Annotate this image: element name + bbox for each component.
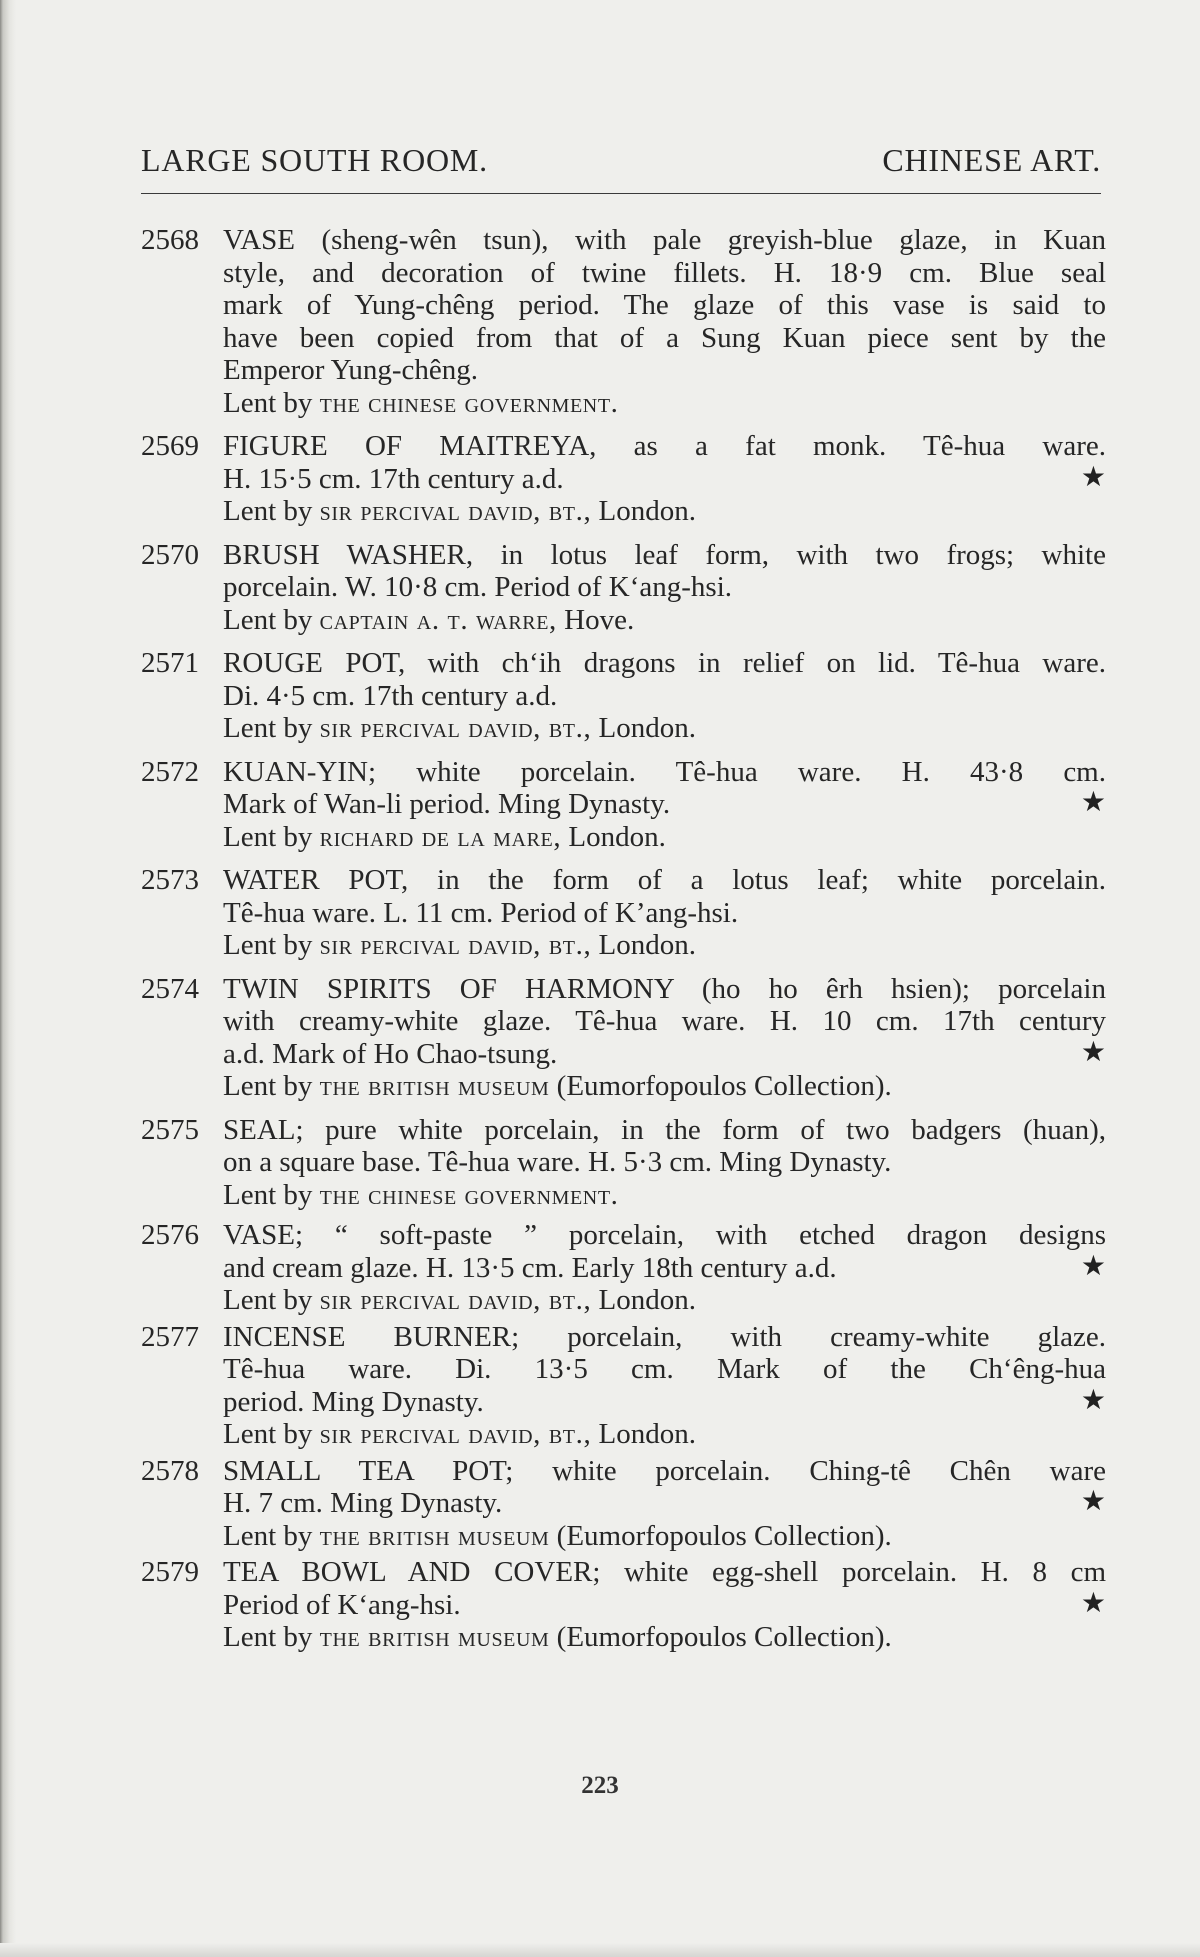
lender-line <box>223 1520 1106 1553</box>
star-icon: ★ <box>1080 1587 1106 1619</box>
catalogue-entry <box>141 1556 1106 1654</box>
description-line: Mark of Wan-li period. Ming Dynasty. <box>223 788 671 820</box>
lender-line <box>223 712 1106 745</box>
description-line: on a square base. Tê-hua ware. H. 5·3 cm. Ming Dynasty. <box>223 1146 892 1178</box>
entry-body <box>223 224 1106 419</box>
description-line: FIGURE OF MAITREYA, as a fat monk. Tê-hua ware. <box>223 430 1106 462</box>
catalogue-entry <box>141 1219 1106 1317</box>
description-line: and cream glaze. H. 13·5 cm. Early 18th century a.d. <box>223 1251 837 1284</box>
lender-location: London. <box>598 712 697 744</box>
lender-line <box>223 1070 1106 1103</box>
lender-name: sir percival david, bt., <box>319 712 592 744</box>
description-line: TWIN SPIRITS OF HARMONY (ho ho êrh hsien); porcelain <box>223 972 1106 1005</box>
entry-number: 2572 <box>141 755 199 788</box>
lender-name: the chinese government. <box>319 386 619 419</box>
entry-number: 2578 <box>141 1454 199 1487</box>
description-line: Di. 4·5 cm. 17th century a.d. <box>223 679 558 712</box>
page-number: 223 <box>581 1772 619 1799</box>
catalogue-entry <box>141 430 1106 528</box>
entry-number: 2577 <box>141 1320 199 1353</box>
entry-number: 2571 <box>141 647 199 679</box>
description-line: style, and decoration of twine fillets. H. 18·9 cm. Blue seal <box>223 256 1106 289</box>
entry-description <box>223 1114 1106 1179</box>
lent-prefix: Lent by <box>223 1519 313 1552</box>
catalogue-entry <box>141 973 1106 1103</box>
entry-body <box>223 1455 1106 1553</box>
lender-location: Hove. <box>564 603 635 636</box>
entry-description <box>223 1556 1106 1621</box>
description-line: WATER POT, in the form of a lotus leaf; white porcelain. <box>223 864 1106 896</box>
entry-description <box>223 539 1106 604</box>
running-header <box>141 142 1101 179</box>
header-section: CHINESE ART. <box>882 142 1101 178</box>
description-line: ROUGE POT, with ch‘ih dragons in relief on lid. Tê-hua ware. <box>223 647 1106 679</box>
entry-number: 2568 <box>141 224 199 256</box>
description-line: have been copied from that of a Sung Kuan piece sent by the <box>223 321 1106 354</box>
entry-body <box>223 756 1106 854</box>
description-line: mark of Yung-chêng period. The glaze of this vase is said to <box>223 289 1106 321</box>
lender-line <box>223 821 1106 854</box>
description-line: TEA BOWL AND COVER; white egg-shell porcelain. H. 8 cm <box>223 1556 1106 1588</box>
entry-description <box>223 224 1106 387</box>
catalogue-entry <box>141 864 1106 962</box>
lent-prefix: Lent by <box>223 386 313 419</box>
lender-name: the chinese government. <box>319 1178 619 1211</box>
lender-name: sir percival david, bt., <box>319 1418 592 1450</box>
star-icon: ★ <box>1080 461 1106 493</box>
description-line: with creamy-white glaze. Tê-hua ware. H. 10 cm. 17th century <box>223 1005 1106 1037</box>
entry-number: 2569 <box>141 430 199 462</box>
lender-line <box>223 1621 1106 1654</box>
lent-prefix: Lent by <box>223 1178 313 1211</box>
entry-body <box>223 864 1106 962</box>
lender-name: the british museum <box>319 1070 550 1102</box>
entry-number: 2579 <box>141 1556 199 1588</box>
entry-number: 2574 <box>141 972 199 1005</box>
description-line: a.d. Mark of Ho Chao-tsung. <box>223 1037 558 1070</box>
description-line: porcelain. W. 10·8 cm. Period of K‘ang-hsi. <box>223 571 733 603</box>
description-line: INCENSE BURNER; porcelain, with creamy-white glaze. <box>223 1320 1106 1353</box>
lender-line <box>223 929 1106 962</box>
entry-body <box>223 1219 1106 1317</box>
catalogue-entry <box>141 539 1106 637</box>
lender-location: London. <box>598 929 697 961</box>
description-line: H. 7 cm. Ming Dynasty. <box>223 1487 503 1519</box>
description-line: VASE (sheng-wên tsun), with pale greyish-blue glaze, in Kuan <box>223 224 1106 256</box>
catalogue-entry <box>141 647 1106 745</box>
entry-body <box>223 539 1106 637</box>
lender-line <box>223 1179 1106 1212</box>
catalogue-entry <box>141 224 1106 419</box>
description-line: Tê-hua ware. L. 11 cm. Period of K’ang-hsi. <box>223 896 739 929</box>
entry-number: 2573 <box>141 864 199 896</box>
entry-description <box>223 1321 1106 1419</box>
entry-description <box>223 1219 1106 1284</box>
lender-line <box>223 604 1106 637</box>
description-line: BRUSH WASHER, in lotus leaf form, with two frogs; white <box>223 538 1106 571</box>
description-line: VASE; “ soft-paste ” porcelain, with etched dragon designs <box>223 1219 1106 1251</box>
lent-prefix: Lent by <box>223 929 313 961</box>
lender-location: London. <box>598 1418 697 1450</box>
star-icon: ★ <box>1080 1384 1106 1416</box>
lender-name: the british museum <box>319 1621 550 1653</box>
page-bottom-edge <box>0 1943 1200 1957</box>
star-icon: ★ <box>1080 1036 1106 1068</box>
lender-location: (Eumorfopoulos Collection). <box>556 1070 892 1102</box>
entry-body <box>223 1114 1106 1212</box>
lender-location: London. <box>598 1284 697 1316</box>
entry-body <box>223 430 1106 528</box>
description-line: Period of K‘ang-hsi. <box>223 1588 461 1621</box>
description-line: H. 15·5 cm. 17th century a.d. <box>223 462 564 495</box>
catalogue-entry <box>141 1321 1106 1451</box>
catalogue-entry <box>141 1455 1106 1553</box>
lent-prefix: Lent by <box>223 1418 313 1450</box>
lender-name: sir percival david, bt., <box>319 1284 592 1316</box>
lender-location: London. <box>598 495 697 527</box>
lender-location: (Eumorfopoulos Collection). <box>556 1621 892 1653</box>
entry-number: 2570 <box>141 538 199 571</box>
entry-description <box>223 430 1106 495</box>
entry-body <box>223 647 1106 745</box>
page-binding-edge <box>0 0 16 1957</box>
description-line: Emperor Yung-chêng. <box>223 354 479 386</box>
star-icon: ★ <box>1080 1486 1106 1517</box>
header-room: LARGE SOUTH ROOM. <box>141 142 488 178</box>
lender-name: sir percival david, bt., <box>319 929 592 961</box>
entry-number: 2575 <box>141 1113 199 1146</box>
star-icon: ★ <box>1080 787 1106 818</box>
star-icon: ★ <box>1080 1250 1106 1282</box>
catalogue-entries <box>141 224 1106 1654</box>
lent-prefix: Lent by <box>223 712 313 744</box>
description-line: KUAN-YIN; white porcelain. Tê-hua ware. H. 43·8 cm. <box>223 755 1106 788</box>
entry-description <box>223 1455 1106 1520</box>
description-line: SEAL; pure white porcelain, in the form of two badgers (huan), <box>223 1113 1106 1146</box>
lender-name: richard de la mare, <box>319 820 562 853</box>
catalogue-entry <box>141 1114 1106 1212</box>
entry-body <box>223 1556 1106 1654</box>
lent-prefix: Lent by <box>223 603 313 636</box>
entry-description <box>223 756 1106 821</box>
lent-prefix: Lent by <box>223 1070 313 1102</box>
lender-line <box>223 387 1106 420</box>
lent-prefix: Lent by <box>223 1284 313 1316</box>
entry-body <box>223 973 1106 1103</box>
header-rule <box>141 193 1101 194</box>
lender-name: the british museum <box>319 1519 550 1552</box>
catalogue-entry <box>141 756 1106 854</box>
entry-description <box>223 647 1106 712</box>
entry-description <box>223 973 1106 1071</box>
description-line: period. Ming Dynasty. <box>223 1385 484 1418</box>
lender-line <box>223 495 1106 528</box>
lender-name: captain a. t. warre, <box>319 603 557 636</box>
description-line: SMALL TEA POT; white porcelain. Ching-tê Chên ware <box>223 1454 1106 1487</box>
lender-location: London. <box>568 820 666 853</box>
entry-body <box>223 1321 1106 1451</box>
lent-prefix: Lent by <box>223 1621 313 1653</box>
lender-line <box>223 1284 1106 1317</box>
description-line: Tê-hua ware. Di. 13·5 cm. Mark of the Ch‘êng-hua <box>223 1353 1106 1385</box>
lent-prefix: Lent by <box>223 495 313 527</box>
entry-description <box>223 864 1106 929</box>
lender-name: sir percival david, bt., <box>319 495 592 527</box>
entry-number: 2576 <box>141 1219 199 1251</box>
lender-line <box>223 1418 1106 1451</box>
lender-location: (Eumorfopoulos Collection). <box>556 1519 892 1552</box>
lent-prefix: Lent by <box>223 820 313 853</box>
